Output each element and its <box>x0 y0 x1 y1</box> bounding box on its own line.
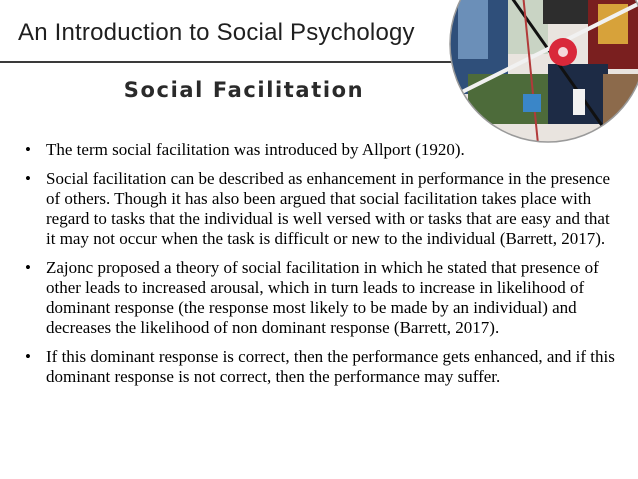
bullet-item <box>22 169 622 249</box>
header-title: An Introduction to Social Psychology <box>18 19 415 46</box>
bullet-item <box>22 140 622 160</box>
decorative-artwork <box>448 0 638 144</box>
bullet-text: Zajonc proposed a theory of social facilitation in which he stated that presence of other leads to increased arousal, which in turn leads to increase in likelihood of dominant response (the response most likely to be made by an individual) and decreases the likelihood of non dominant response (Barrett, 2017). <box>46 258 599 337</box>
bullet-text: If this dominant response is correct, then the performance gets enhanced, and if this dominant response is not correct, then the performance may suffer. <box>46 347 615 386</box>
bullet-marker: • <box>25 347 31 366</box>
bullet-marker: • <box>25 140 31 159</box>
bullet-text: Social facilitation can be described as enhancement in performance in the presence of others. Though it has also been argued that social facilitation takes place with regard to tasks that the individual is well versed with or tasks that are easy and that it may not occur when the task is difficult or new to the individual (Barrett, 2017). <box>46 169 611 248</box>
bullet-marker: • <box>25 258 31 277</box>
bullet-item <box>22 258 622 338</box>
bullet-item <box>22 347 622 387</box>
bullet-text: The term social facilitation was introduced by Allport (1920). <box>46 140 465 159</box>
slide-title: Social Facilitation <box>123 78 365 102</box>
bullet-list <box>22 140 622 396</box>
bullet-marker: • <box>25 169 31 188</box>
header-divider <box>0 61 500 63</box>
